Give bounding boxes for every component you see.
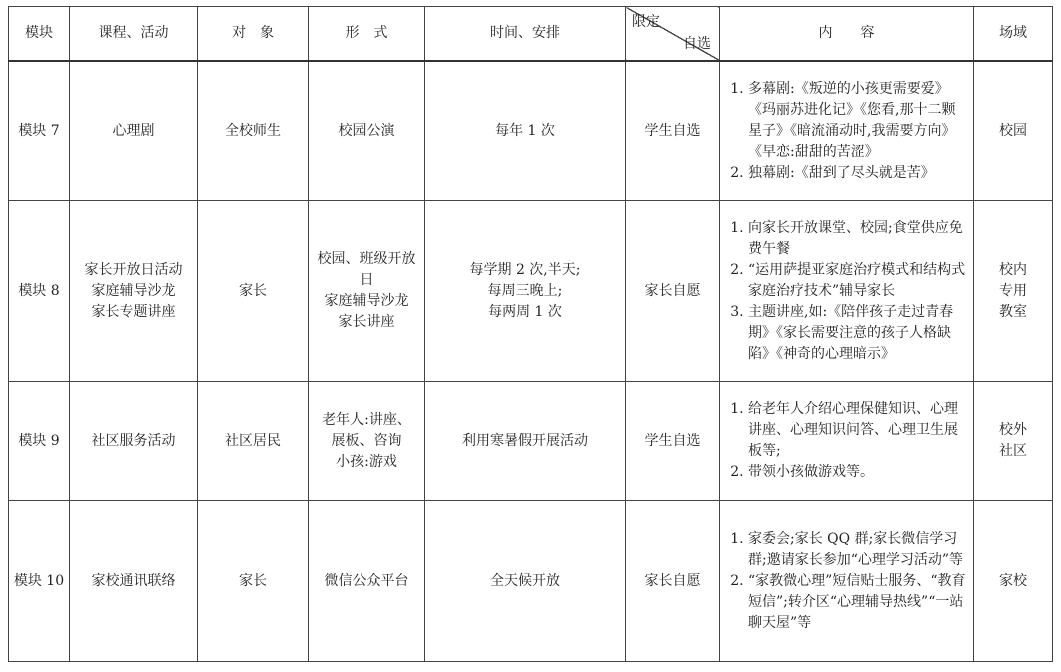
time-line: 每两周 1 次 (488, 303, 562, 320)
content-item: 1. 向家长开放课堂、校园;食堂供应免费午餐 (748, 218, 967, 260)
content-item: 2. 独幕剧:《甜到了尽头就是苦》 (748, 163, 967, 184)
time-line: 每周三晚上; (487, 282, 563, 299)
venue-line: 专用 (999, 282, 1027, 299)
time-cell (425, 382, 626, 501)
form-cell (309, 61, 425, 201)
content-list (726, 529, 967, 634)
header-module: 模块 (9, 7, 70, 62)
content-list (726, 399, 967, 483)
limit-cell: 学生自选 (626, 61, 720, 201)
time-line: 每年 1 次 (495, 122, 555, 139)
form-cell (309, 382, 425, 501)
venue-line: 家校 (999, 572, 1027, 589)
venue-line: 教室 (999, 303, 1027, 320)
course-line: 家长专题讲座 (91, 303, 176, 320)
time-line: 全天候开放 (490, 572, 560, 589)
venue-cell (974, 201, 1053, 382)
form-cell (309, 201, 425, 382)
content-item: 2. “运用萨提亚家庭治疗模式和结构式家庭治疗技术”辅导家长 (748, 260, 967, 302)
course-line: 心理剧 (112, 122, 155, 139)
content-cell (720, 382, 974, 501)
venue-cell (974, 501, 1053, 662)
content-list (726, 218, 967, 365)
header-time: 时间、安排 (425, 7, 626, 62)
header-limit-top: 限定 (632, 14, 660, 30)
course-cell (70, 61, 198, 201)
table-row (9, 61, 1053, 201)
course-cell (70, 501, 198, 662)
curriculum-table (8, 6, 1053, 662)
module-cell: 模块 8 (9, 201, 70, 382)
table-row (9, 201, 1053, 382)
header-row (9, 7, 1053, 62)
time-line: 每学期 2 次,半天; (469, 261, 581, 278)
course-line: 社区服务活动 (91, 432, 176, 449)
header-limit-bottom: 自选 (683, 36, 711, 52)
content-cell (720, 201, 974, 382)
header-course: 课程、活动 (70, 7, 198, 62)
module-cell: 模块 7 (9, 61, 70, 201)
venue-cell (974, 382, 1053, 501)
content-item: 3. 主题讲座,如:《陪伴孩子走过青春期》《家长需要注意的孩子人格缺陷》《神奇的心理暗示》 (748, 302, 967, 365)
content-cell (720, 501, 974, 662)
course-line: 家庭辅导沙龙 (91, 282, 176, 299)
form-cell (309, 501, 425, 662)
form-line: 校园、班级开放日 (317, 251, 416, 288)
limit-cell: 学生自选 (626, 382, 720, 501)
course-cell (70, 201, 198, 382)
time-cell (425, 201, 626, 382)
module-cell: 模块 10 (9, 501, 70, 662)
course-line: 家长开放日活动 (84, 261, 183, 278)
limit-cell: 家长自愿 (626, 201, 720, 382)
content-list (726, 79, 967, 184)
target-cell: 家长 (198, 201, 309, 382)
header-target: 对 象 (198, 7, 309, 62)
form-line: 校园公演 (338, 122, 395, 139)
content-item: 1. 家委会;家长 QQ 群;家长微信学习群;邀请家长参加“心理学习活动”等 (748, 529, 967, 571)
venue-line: 社区 (999, 443, 1027, 459)
venue-cell (974, 61, 1053, 201)
content-cell (720, 61, 974, 201)
course-cell (70, 382, 198, 501)
target-cell: 全校师生 (198, 61, 309, 201)
limit-cell: 家长自愿 (626, 501, 720, 662)
venue-line: 校外 (999, 422, 1027, 438)
time-line: 利用寒暑假开展活动 (462, 432, 588, 449)
content-item: 2. 带领小孩做游戏等。 (748, 462, 967, 483)
form-line: 家庭辅导沙龙 (324, 293, 409, 309)
course-line: 家校通讯联络 (91, 572, 176, 589)
venue-line: 校内 (999, 261, 1027, 278)
time-cell (425, 501, 626, 662)
target-cell: 社区居民 (198, 382, 309, 501)
content-item: 1. 多幕剧:《叛逆的小孩更需要爱》《玛丽苏进化记》《您看,那十二颗星子》《暗流涌动时,我需要方向》《早恋:甜甜的苦涩》 (748, 79, 967, 163)
time-cell (425, 61, 626, 201)
table-row (9, 382, 1053, 501)
venue-line: 校园 (999, 122, 1027, 139)
module-cell: 模块 9 (9, 382, 70, 501)
table-row (9, 501, 1053, 662)
target-cell: 家长 (198, 501, 309, 662)
form-line: 小孩:游戏 (336, 453, 397, 470)
header-venue: 场域 (974, 7, 1053, 62)
header-form: 形 式 (309, 7, 425, 62)
form-line: 老年人:讲座、 (322, 411, 411, 428)
form-line: 家长讲座 (338, 314, 395, 330)
content-item: 2. “家教微心理”短信贴士服务、“教育短信”;转介区“心理辅导热线”“一站聊天屋”等 (748, 571, 967, 634)
header-limit (626, 7, 720, 62)
content-item: 1. 给老年人介绍心理保健知识、心理讲座、心理知识问答、心理卫生展板等; (748, 399, 967, 462)
header-content: 内 容 (720, 7, 974, 62)
form-line: 微信公众平台 (324, 572, 409, 589)
form-line: 展板、咨询 (331, 432, 402, 449)
